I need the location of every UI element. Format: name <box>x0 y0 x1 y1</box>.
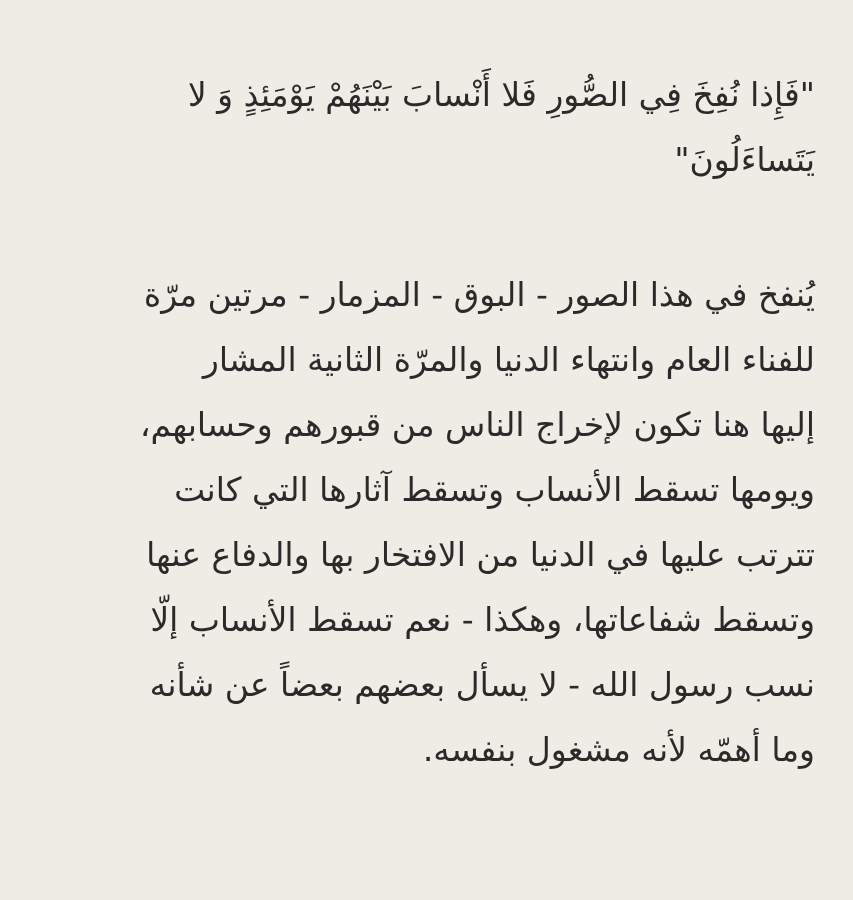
verse-line: "فَإِذا نُفِخَ فِي الصُّورِ فَلا أَنْسابَ بَيْنَهُمْ يَوْمَئِذٍ وَ لا <box>187 75 815 114</box>
commentary-line: يُنفخ في هذا الصور - البوق - المزمار - مرتين مرّة <box>143 275 815 314</box>
commentary-line: إليها هنا تكون لإخراج الناس من قبورهم وحسابهم، <box>139 405 815 444</box>
quran-verse <box>60 62 815 192</box>
commentary-line: وما أهمّه لأنه مشغول بنفسه. <box>422 730 815 769</box>
commentary-paragraph <box>60 262 815 782</box>
commentary-line: ويومها تسقط الأنساب وتسقط آثارها التي كانت <box>174 470 815 509</box>
commentary-line: وتسقط شفاعاتها، وهكذا - نعم تسقط الأنساب إلّا <box>150 600 815 639</box>
commentary-line: نسب رسول الله - لا يسأل بعضهم بعضاً عن شأنه <box>149 665 815 704</box>
commentary-line: للفناء العام وانتهاء الدنيا والمرّة الثانية المشار <box>202 340 815 379</box>
verse-line: يَتَساءَلُونَ" <box>674 140 815 179</box>
commentary-line: تترتب عليها في الدنيا من الافتخار بها والدفاع عنها <box>146 535 815 574</box>
